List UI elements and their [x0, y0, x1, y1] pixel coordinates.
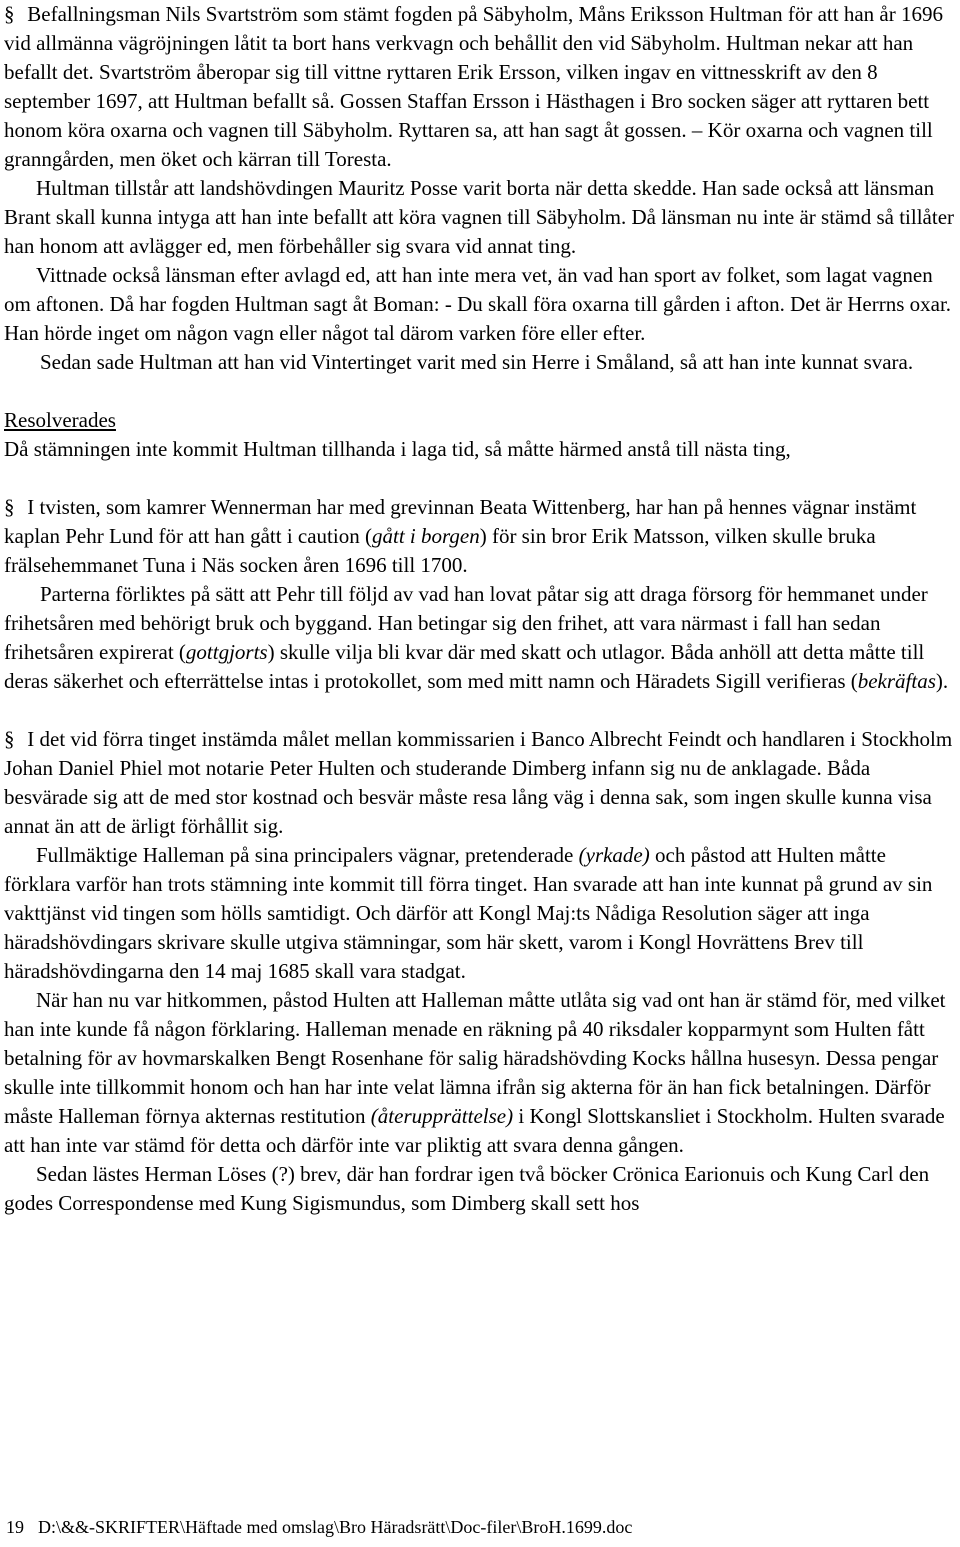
document-page	[4, 0, 956, 1218]
spacer	[4, 377, 956, 406]
page-footer	[6, 1516, 632, 1538]
section-2-text-a: I tvisten, som kamrer Wennerman har med grevinnan Beata Wittenberg, har han på hennes vägnar instämt kaplan Pehr Lund för att han gått i caution (	[4, 495, 917, 548]
resolution-heading	[4, 406, 956, 435]
section-3-paragraph-3	[4, 986, 956, 1160]
section-2-p2-text-a: Parterna förliktes på sätt att Pehr till följd av vad han lovat påtar sig att draga försorg för hemmanet under frihetsåren med behörigt bruk och byggand. Han betingar sig den frihet, att vara närmast i fall han sedan frihetsåren expirerat (	[4, 582, 928, 664]
section-symbol: §	[4, 495, 15, 519]
section-symbol: §	[4, 727, 15, 751]
section-1-paragraph-3: Vittnade också länsman efter avlagd ed, att han inte mera vet, än vad han sport av folket, som lagat vagnen om aftonen. Då har fogden Hultman sagt åt Boman: - Du skall föra oxarna till gården i afton. Det är Herrns oxar. Han hörde inget om någon vagn eller något tal därom varken före eller efter.	[4, 263, 952, 345]
section-2-italic-gloss-3: bekräftas	[857, 669, 936, 693]
section-3-p2-text-a: Fullmäktige Halleman på sina principalers vägnar, pretenderade	[36, 843, 579, 867]
section-3-p3-text-a: När han nu var hitkommen, påstod Hulten att Halleman måtte utlåta sig vad ont han är stämd för, med vilket han inte kunde få någon förklaring. Halleman menade en räkning på 40 riksdaler kopparmynt som Hulten fått betalning för av hovmarskalken Bengt Rosenhane för salig häradshövding Kocks hållna husesyn. Dessa pengar skulle inte tillkommit honom och han har inte velat lämna ifrån sig akterna för än han fick betalningen. Därför måste Halleman förnya akternas restitution	[4, 988, 946, 1128]
section-3-italic-gloss-2: (återupprättelse)	[370, 1104, 514, 1128]
section-1-text-1: Befallningsman Nils Svartström som stämt fogden på Säbyholm, Måns Eriksson Hultman för att han år 1696 vid allmänna vägröjningen låtit ta bort hans verkvagn och behållit den vid Säbyholm. Hultman nekar att han befallt det. Svartström åberopar sig till vittne ryttaren Erik Ersson, vilken ingav en vittnesskrift av den 8 september 1697, att Hultman befallt så. Gossen Staffan Ersson i Hästhagen i Bro socken säger att ryttaren bett honom köra oxarna och vagnen till Säbyholm. Ryttaren sa, att han sagt åt gossen. – Kör oxarna och vagnen till granngården, men öket och kärran till Toresta.	[4, 2, 943, 171]
page-number: 19	[6, 1517, 24, 1537]
section-3-text-1: I det vid förra tinget instämda målet mellan kommissarien i Banco Albrecht Feindt och handlaren i Stockholm Johan Daniel Phiel mot notarie Peter Hulten och studerande Dimberg infann sig nu de anklagade. Båda besvärade sig att de med stor kostnad och besvär måste resa lång väg i denna sak, som ingen skulle kunna visa annat än att de ärligt förhållit sig.	[4, 727, 953, 838]
section-3-paragraph-1	[4, 725, 956, 841]
section-2-p2-text-c: ).	[935, 669, 949, 693]
section-1-paragraph-2: Hultman tillstår att landshövdingen Mauritz Posse varit borta när detta skedde. Han sade också att länsman Brant skall kunna intyga att han inte befallt att köra vagnen till Säbyholm. Då länsman nu inte är stämd så tillåter han honom att avlägger ed, men förbehåller sig svara vid annat ting.	[4, 176, 955, 258]
section-3-p3-text-b: i Kongl Slottskansliet i Stockholm. Hulten svarade att han inte var stämd för detta och därför inte var pliktig att svara denna gången.	[4, 1104, 945, 1157]
spacer	[4, 696, 956, 725]
spacer	[4, 464, 956, 493]
section-3-p2-text-b: och påstod att Hulten måtte förklara varför han trots stämning inte kommit till förra tinget. Han svarade att han inte kunnat på grund av sin vakttjänst vid tingen som hölls samtidigt. Och därför att Kongl Maj:ts Nådiga Resolution säger att inga häradshövdingars skrivare skulle utgiva stämningar, som här skett, varom i Kongl Hovrättens Brev till häradshövdingarna den 14 maj 1685 skall vara stadgat.	[4, 843, 933, 983]
section-symbol: §	[4, 2, 15, 26]
section-2-italic-gloss: gått i borgen	[371, 524, 480, 548]
section-2-italic-gloss-2: gottgjorts	[185, 640, 268, 664]
resolution-text: Då stämningen inte kommit Hultman tillhanda i laga tid, så måtte härmed anstå till nästa ting,	[4, 437, 791, 461]
section-1-paragraph-1	[4, 0, 956, 174]
section-2-paragraph-2	[4, 580, 956, 696]
section-3-paragraph-2	[4, 841, 956, 986]
section-2-text-b: ) för sin bror Erik Matsson, vilken skulle bruka frälsehemmanet Tuna i Näs socken åren 1696 till 1700.	[4, 524, 876, 577]
section-3-italic-gloss: (yrkade)	[578, 843, 650, 867]
resolution-heading-text: Resolverades	[4, 408, 116, 432]
section-2-paragraph-1	[4, 493, 956, 580]
section-1-paragraph-4: Sedan sade Hultman att han vid Vintertinget varit med sin Herre i Småland, så att han inte kunnat svara.	[40, 350, 914, 374]
section-3-paragraph-4: Sedan lästes Herman Löses (?) brev, där han fordrar igen två böcker Crönica Earionuis och Kung Carl den godes Correspondense med Kung Sigismundus, som Dimberg skall sett hos	[4, 1162, 930, 1215]
section-2-p2-text-b: ) skulle vilja bli kvar där med skatt och utlagor. Båda anhöll att detta måtte till deras säkerhet och efterrättelse intas i protokollet, som med mitt namn och Häradets Sigill verifieras (	[4, 640, 925, 693]
file-path: D:\&&-SKRIFTER\Häftade med omslag\Bro Häradsrätt\Doc-filer\BroH.1699.doc	[38, 1517, 633, 1537]
